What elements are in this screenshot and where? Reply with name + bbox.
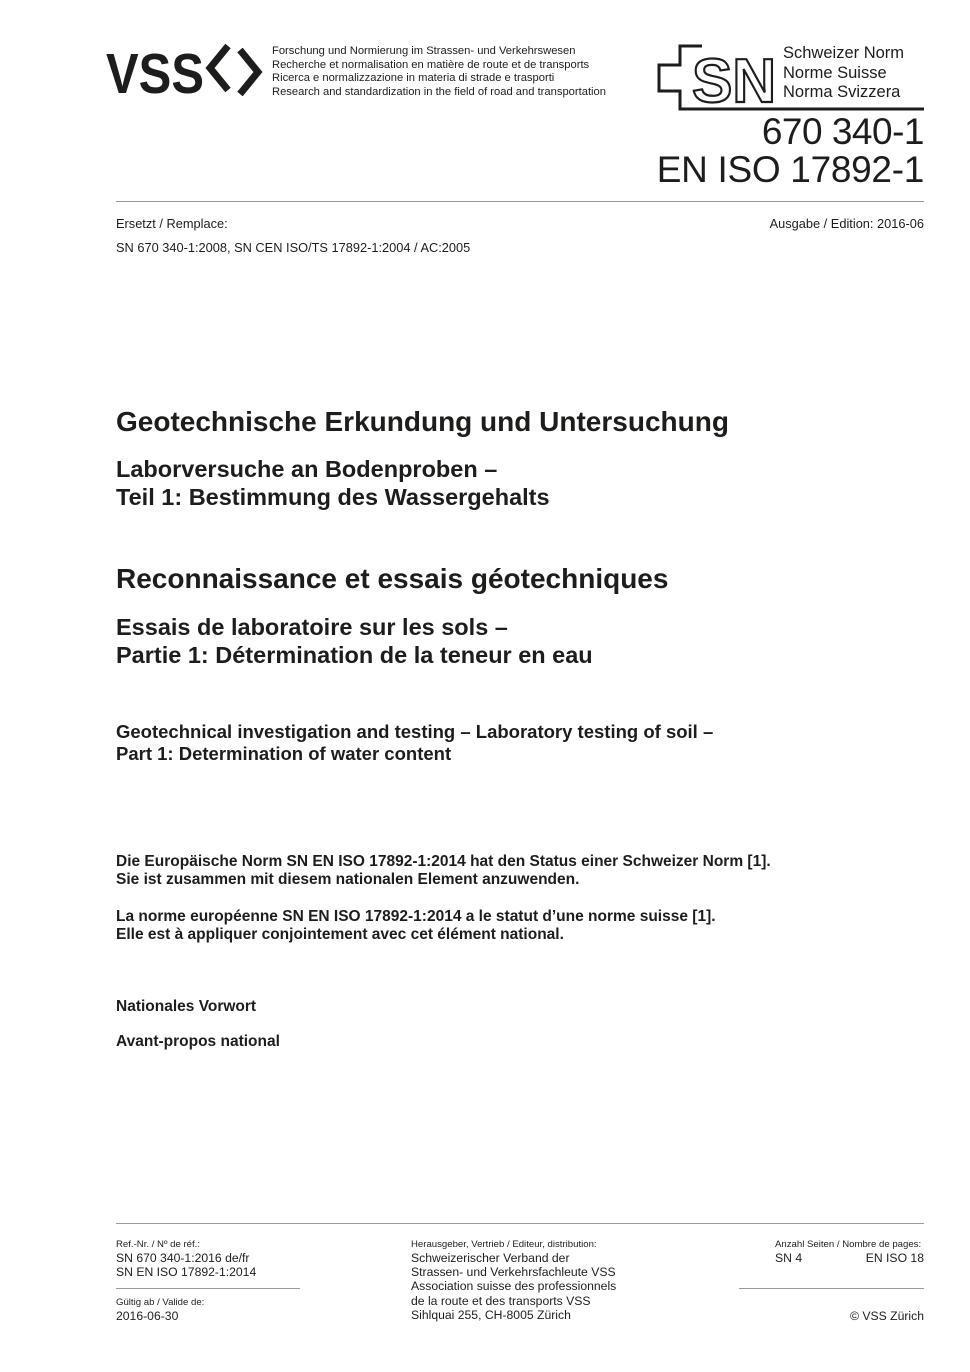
title-fr-sub-line-2: Partie 1: Détermination de la teneur en eau (116, 642, 593, 668)
statement-de-line-2: Sie ist zusammen mit diesem nationalen Element anzuwenden. (116, 871, 580, 888)
sn-logo-text: SN (692, 47, 776, 114)
footer-pages (775, 1239, 924, 1265)
tagline-line-en: Research and standardization in the field of road and transportation (272, 85, 606, 98)
title-de-main: Geotechnische Erkundung und Untersuchung (116, 406, 729, 437)
title-de-sub-line-2: Teil 1: Bestimmung des Wassergehalts (116, 484, 550, 510)
reference-label: Ref.-Nr. / Nº de réf.: (116, 1239, 201, 1250)
replaces-value: SN 670 340-1:2008, SN CEN ISO/TS 17892-1:2004 / AC:2005 (116, 240, 471, 255)
footer-reference (116, 1239, 256, 1279)
reference-value-iso: SN EN ISO 17892-1:2014 (116, 1265, 257, 1280)
title-en-line-1: Geotechnical investigation and testing – Laboratory testing of soil – (116, 721, 714, 742)
title-de-sub-line-1: Laborversuche an Bodenproben – (116, 456, 498, 482)
copyright: © VSS Zürich (850, 1309, 924, 1323)
validity-label: Gültig ab / Valide de: (116, 1297, 205, 1308)
validity-date: 2016-06-30 (116, 1309, 179, 1323)
sn-number: 670 340-1 (761, 111, 924, 152)
pages-values (775, 1251, 924, 1265)
statement-fr-line-2: Elle est à appliquer conjointement avec cet élément national. (116, 926, 564, 943)
footer-reference-divider (116, 1288, 300, 1289)
statement-de-line-1: Die Europäische Norm SN EN ISO 17892-1:2014 hat den Status einer Schweizer Norm [1]. (116, 853, 771, 870)
vss-logo (106, 40, 266, 100)
sn-word-de: Schweizer Norm (783, 44, 905, 62)
edition: Ausgabe / Edition: 2016-06 (769, 216, 924, 231)
document-number (657, 113, 924, 188)
publisher-line-5: Sihlquai 255, CH-8005 Zürich (411, 1307, 571, 1322)
pages-sn: SN 4 (775, 1251, 803, 1265)
title-fr-sub (116, 613, 593, 669)
vss-logo-graphic (106, 40, 266, 100)
title-en-line-2: Part 1: Determination of water content (116, 743, 452, 764)
footer-divider (116, 1223, 924, 1224)
title-fr-main: Reconnaissance et essais géotechniques (116, 563, 669, 594)
footer-validity (116, 1297, 204, 1323)
foreword-de: Nationales Vorwort (116, 998, 257, 1015)
title-fr-sub-line-1: Essais de laboratoire sur les sols – (116, 614, 508, 640)
title-de-sub (116, 455, 550, 511)
iso-number: EN ISO 17892-1 (656, 149, 924, 190)
publisher-line-3: Association suisse des professionnels (411, 1279, 617, 1294)
publisher-line-1: Schweizerischer Verband der (411, 1251, 570, 1265)
vss-logo-text: VSS (106, 42, 204, 100)
sn-logo-words (783, 44, 904, 103)
foreword-fr: Avant-propos national (116, 1033, 280, 1050)
pages-iso: EN ISO 18 (865, 1251, 924, 1265)
statement-fr (116, 908, 716, 944)
footer-pages-divider (739, 1288, 924, 1289)
sn-word-it: Norma Svizzera (783, 83, 901, 101)
tagline-line-fr: Recherche et normalisation en matière de route et de transports (272, 58, 590, 71)
tagline-line-de: Forschung und Normierung im Strassen- und Verkehrswesen (272, 45, 576, 57)
replaces-label: Ersetzt / Remplace: (116, 216, 228, 231)
sn-word-fr: Norme Suisse (783, 63, 887, 82)
statement-fr-line-1: La norme européenne SN EN ISO 17892-1:2014 a le statut d’une norme suisse [1]. (116, 908, 716, 925)
publisher-line-2: Strassen- und Verkehrsfachleute VSS (411, 1265, 616, 1280)
tagline-line-it: Ricerca e normalizzazione in materia di strade e trasporti (272, 72, 555, 85)
title-en (116, 721, 713, 765)
reference-value-sn: SN 670 340-1:2016 de/fr (116, 1251, 250, 1265)
publisher-line-4: de la route et des transports VSS (411, 1293, 591, 1308)
top-divider (116, 201, 924, 202)
pages-label: Anzahl Seiten / Nombre de pages: (775, 1239, 922, 1250)
vss-tagline (272, 45, 606, 99)
footer-publisher (411, 1239, 616, 1322)
publisher-label: Herausgeber, Vertrieb / Editeur, distribution: (411, 1239, 597, 1250)
statement-de (116, 853, 771, 889)
